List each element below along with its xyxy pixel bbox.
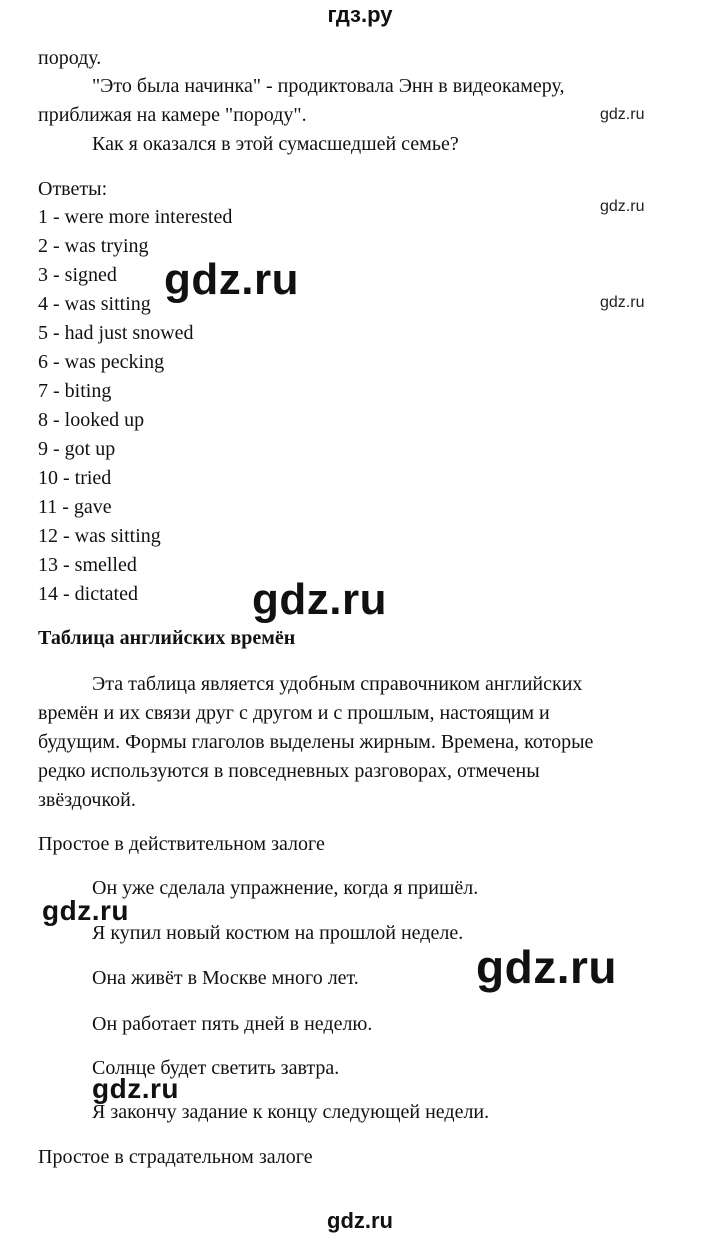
answer-item: 8 - looked up xyxy=(38,409,145,431)
answer-item: 7 - biting xyxy=(38,380,112,402)
answer-item: 4 - was sitting xyxy=(38,293,151,315)
example-line: Я закончу задание к концу следующей недели. xyxy=(92,1101,490,1123)
site-header: гдз.ру xyxy=(327,2,393,27)
watermark-small: gdz.ru xyxy=(600,198,645,215)
answer-item: 9 - got up xyxy=(38,438,116,460)
answers-label: Ответы: xyxy=(38,178,108,200)
answer-item: 13 - smelled xyxy=(38,554,137,576)
watermark-large: gdz.ru xyxy=(252,575,387,624)
example-line: Она живёт в Москве много лет. xyxy=(92,967,359,989)
answer-item: 5 - had just snowed xyxy=(38,322,194,344)
example-line: Я купил новый костюм на прошлой неделе. xyxy=(92,922,464,944)
story-line: Как я оказался в этой сумасшедшей семье? xyxy=(92,133,459,155)
intro-line: звёздочкой. xyxy=(38,789,136,811)
story-line: приближая на камере "породу". xyxy=(38,104,307,126)
intro-line: времён и их связи друг с другом и с прошлым, настоящим и xyxy=(38,702,550,724)
answer-item: 2 - was trying xyxy=(38,235,149,257)
answer-item: 1 - were more interested xyxy=(38,206,233,228)
answer-item: 12 - was sitting xyxy=(38,525,161,547)
site-footer: gdz.ru xyxy=(327,1208,393,1233)
example-line: Он уже сделала упражнение, когда я пришёл. xyxy=(92,877,479,899)
example-line: Он работает пять дней в неделю. xyxy=(92,1013,373,1035)
answer-item: 14 - dictated xyxy=(38,583,138,605)
story-line: "Это была начинка" - продиктовала Энн в видеокамеру, xyxy=(92,75,565,97)
intro-line: будущим. Формы глаголов выделены жирным. Времена, которые xyxy=(38,731,594,753)
watermark-small: gdz.ru xyxy=(600,294,645,311)
answer-item: 11 - gave xyxy=(38,496,112,518)
answer-item: 3 - signed xyxy=(38,264,117,286)
intro-line: Эта таблица является удобным справочником английских xyxy=(92,673,583,695)
watermark-large: gdz.ru xyxy=(164,255,299,304)
watermark-small: gdz.ru xyxy=(600,106,645,123)
section-title: Таблица английских времён xyxy=(38,627,296,649)
watermark-large: gdz.ru xyxy=(476,941,617,993)
passive-voice-title: Простое в страдательном залоге xyxy=(38,1146,313,1168)
story-line: породу. xyxy=(38,47,102,69)
watermark-medium: gdz.ru xyxy=(92,1073,179,1104)
intro-line: редко используются в повседневных разговорах, отмечены xyxy=(38,760,540,782)
active-voice-title: Простое в действительном залоге xyxy=(38,833,325,855)
answer-item: 6 - was pecking xyxy=(38,351,165,373)
answer-item: 10 - tried xyxy=(38,467,112,489)
watermark-medium: gdz.ru xyxy=(42,895,129,926)
example-line: Солнце будет светить завтра. xyxy=(92,1057,340,1079)
